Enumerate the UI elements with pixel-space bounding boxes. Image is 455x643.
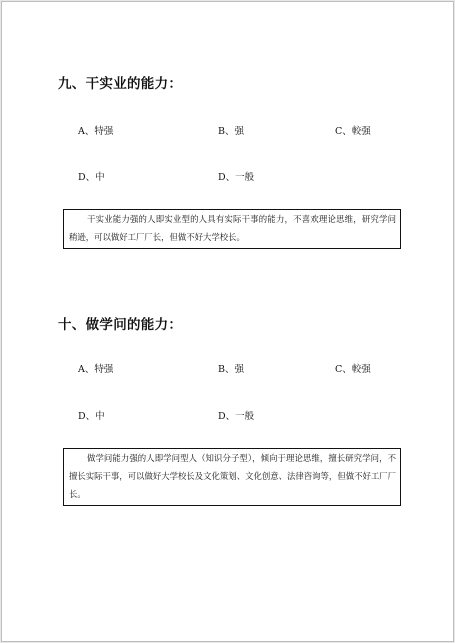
section-9-option-c: C、較强	[335, 126, 371, 137]
section-9-option-b: B、强	[218, 126, 244, 137]
section-10-note-box: 做学问能力强的人即学问型人（知识分子型），倾向于理论思维，擅长研究学问，不擅长实际干事，可以做好大学校长及文化策划、文化创意、法律咨询等，但做不好工厂厂长。	[63, 448, 401, 506]
section-9-option-a: A、特强	[78, 126, 114, 137]
section-9-heading: 九、干实业的能力：	[58, 76, 183, 92]
section-9-option-e: D、一般	[218, 172, 255, 183]
section-9-note-box: 干实业能力强的人即实业型的人具有实际干事的能力，不喜欢理论思维，研究学问稍逊，可以做好工厂厂长，但做不好大学校长。	[63, 209, 401, 249]
section-10-option-e: D、一般	[218, 411, 255, 422]
section-10-heading: 十、做学问的能力：	[58, 317, 183, 333]
section-10-option-b: B、强	[218, 364, 244, 375]
document-page	[1, 1, 454, 642]
section-10-option-a: A、特强	[78, 364, 114, 375]
section-10-option-d: D、中	[78, 411, 105, 422]
section-10-option-c: C、較强	[335, 364, 371, 375]
section-9-option-d: D、中	[78, 172, 105, 183]
